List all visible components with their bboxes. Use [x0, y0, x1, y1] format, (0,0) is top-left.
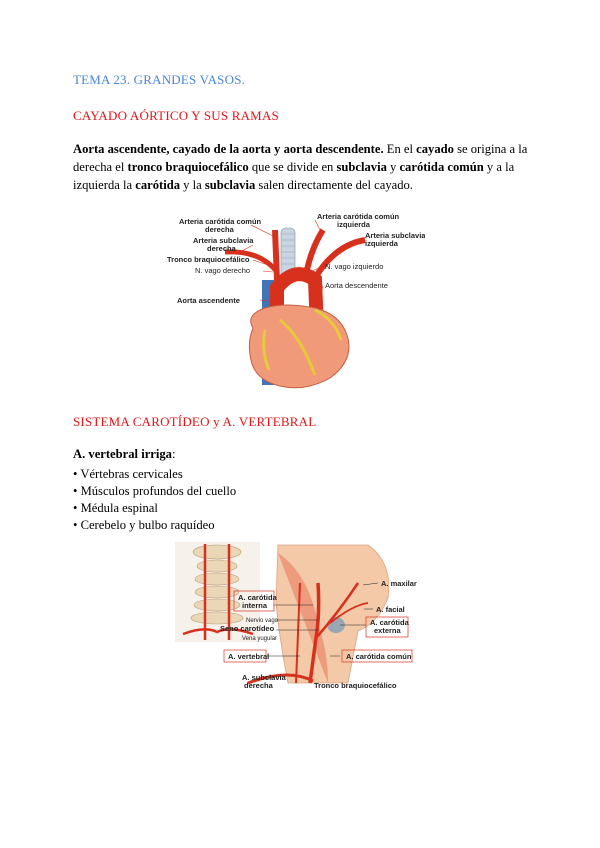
label-carotida-interna: A. carótida: [238, 593, 277, 602]
carotid-system-figure: [218, 543, 418, 698]
label-carotida-externa: externa: [374, 626, 401, 635]
section-heading-cayado: CAYADO AÓRTICO Y SUS RAMAS: [73, 108, 279, 123]
label-facial: A. facial: [376, 605, 405, 614]
label-aorta-ascendente: Aorta ascendente: [177, 296, 240, 305]
bold-term: cayado: [416, 142, 454, 156]
bold-term: Aorta ascendente, cayado de la aorta y aorta descendente.: [73, 142, 384, 156]
list-item: • Cerebelo y bulbo raquídeo: [73, 517, 236, 534]
label-maxilar: A. maxilar: [381, 579, 417, 588]
label-vago-derecho: N. vago derecho: [195, 266, 251, 275]
label-subclavia: derecha: [244, 681, 273, 690]
label-carotida-interna: interna: [242, 601, 268, 610]
label-carotida-izquierda: Arteria carótida común: [317, 212, 400, 221]
cayado-paragraph: Aorta ascendente, cayado de la aorta y aorta descendente. En el cayado se origina a la derecha el tronco braquiocefálico que se divide en subclavia y carótida común y a la izquierda la carótida y la subclavia salen directamente del cayado.: [73, 142, 528, 192]
irrigation-list: [73, 466, 236, 534]
section-heading-carotideo: SISTEMA CAROTÍDEO y A. VERTEBRAL: [73, 414, 317, 429]
left-subclavia-shape: [315, 240, 365, 278]
label-subclavia: A. subclavia: [242, 673, 286, 682]
label-carotida-comun: A. carótida común: [346, 652, 412, 661]
label-seno-carotideo: Seno carotídeo: [220, 624, 275, 633]
label-subclavia-derecha: derecha: [207, 244, 236, 253]
list-item: • Músculos profundos del cuello: [73, 483, 236, 500]
bold-term: tronco braquiocefálico: [127, 160, 249, 174]
bold-term: carótida: [135, 178, 181, 192]
label-subclavia-derecha: Arteria subclavia: [193, 236, 254, 245]
label-vago-izquierdo: N. vago izquierdo: [325, 262, 384, 271]
list-title: A. vertebral irriga:: [73, 447, 176, 461]
label-carotida-derecha: Arteria carótida común: [179, 217, 262, 226]
label-subclavia-izquierda: izquierda: [365, 239, 398, 248]
label-carotida-derecha: derecha: [205, 225, 234, 234]
list-item: • Médula espinal: [73, 500, 236, 517]
bold-term: carótida común: [399, 160, 484, 174]
bold-term: subclavia: [204, 178, 256, 192]
page-title: TEMA 23. GRANDES VASOS.: [73, 72, 246, 87]
aortic-arch-figure: [165, 210, 425, 390]
list-item: • Vértebras cervicales: [73, 466, 236, 483]
label-vagus: Nervio vago: [246, 618, 279, 624]
label-carotida-izquierda: izquierda: [337, 220, 370, 229]
label-tronco-braquiocefalico: Tronco braquiocefálico: [167, 255, 250, 264]
label-vena: Vena yugular: [242, 636, 278, 642]
label-carotida-externa: A. carótida: [370, 618, 409, 627]
label-vertebral: A. vertebral: [228, 652, 270, 661]
label-tronco: Tronco braquiocefálico: [314, 681, 397, 690]
bold-term: subclavia: [336, 160, 387, 174]
label-subclavia-izquierda: Arteria subclavia: [365, 231, 425, 240]
label-aorta-descendente: Aorta descendente: [325, 281, 388, 290]
